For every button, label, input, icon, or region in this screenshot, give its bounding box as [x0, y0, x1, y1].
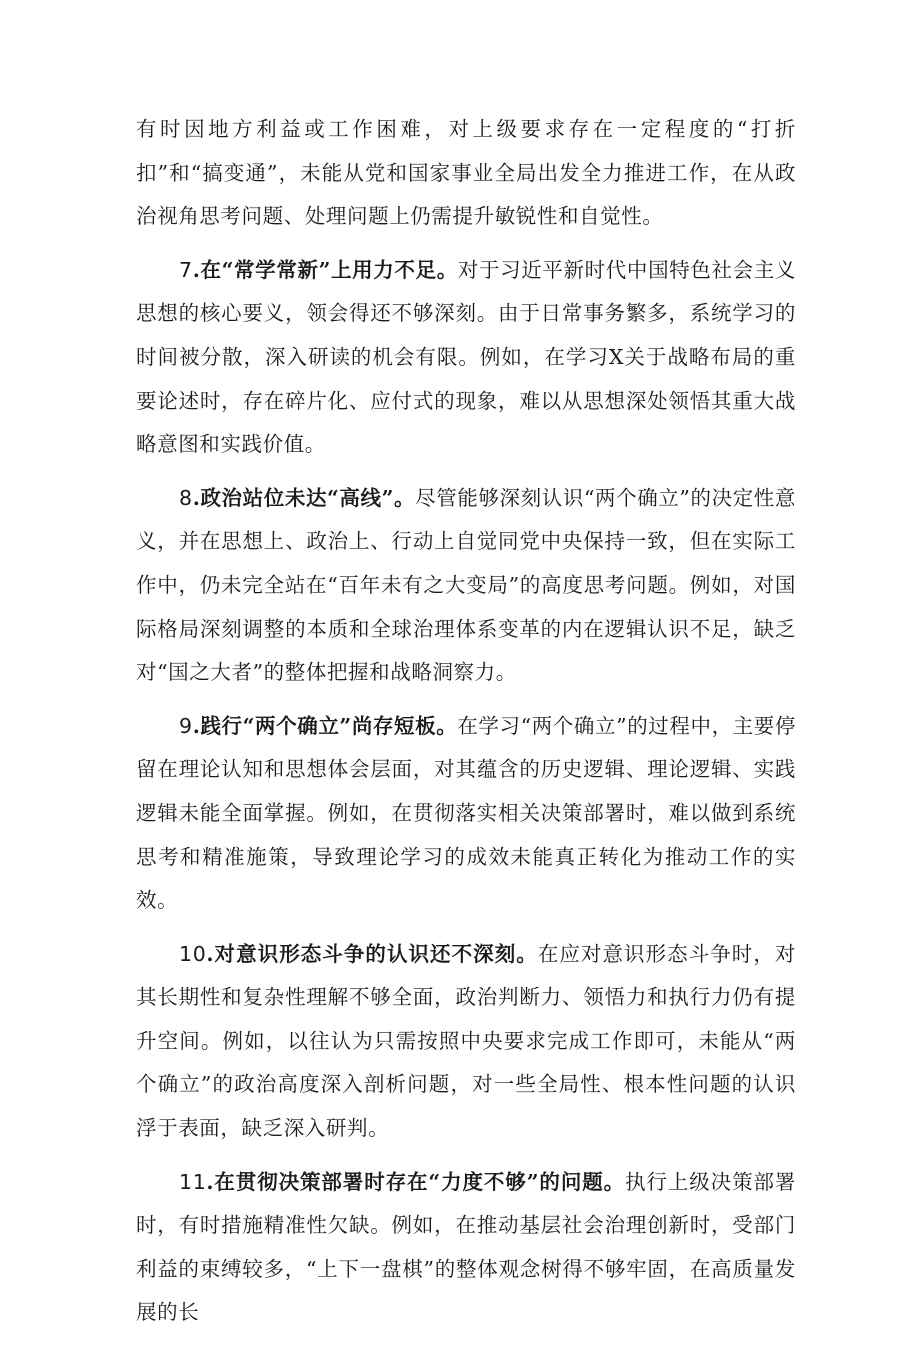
paragraph-body: 执行上级决策部署时，有时措施精准性欠缺。例如，在推动基层社会治理创新时，受部门利益的束缚较多，“上下一盘棋”的整体观念树得不够牢固，在高质量发展的长 [136, 1169, 796, 1325]
paragraph-body: 在学习“两个确立”的过程中，主要停留在理论认知和思想体会层面，对其蕴含的历史逻辑、理论逻辑、实践逻辑未能全面掌握。例如，在贯彻落实相关决策部署时，难以做到系统思考和精准施策，导致理论学习的成效未能真正转化为推动工作的实效。 [136, 713, 796, 913]
item-heading: .在贯彻决策部署时存在“力度不够”的问题。 [206, 1169, 626, 1194]
paragraph-item-11 [136, 1161, 796, 1335]
paragraph-body: 对于习近平新时代中国特色社会主义思想的核心要义，领会得还不够深刻。由于日常事务繁多，系统学习的时间被分散，深入研读的机会有限。例如，在学习X关于战略布局的重要论述时，存在碎片化、应付式的现象，难以从思想深处领悟其重大战略意图和实践价值。 [136, 257, 796, 457]
item-number: 9 [179, 713, 193, 738]
item-number: 7 [179, 257, 193, 282]
paragraph-item-10 [136, 933, 796, 1151]
item-heading: .政治站位未达“高线”。 [192, 485, 416, 510]
item-number: 10 [179, 941, 207, 966]
item-heading: .在“常学常新”上用力不足。 [192, 257, 458, 282]
item-number: 8 [179, 485, 193, 510]
item-number: 11 [179, 1169, 207, 1194]
paragraph-continuation [136, 108, 796, 239]
document-body [136, 108, 796, 1345]
paragraph-item-8 [136, 477, 796, 695]
item-heading: .践行“两个确立”尚存短板。 [192, 713, 458, 738]
paragraph-body: 尽管能够深刻认识“两个确立”的决定性意义，并在思想上、政治上、行动上自觉同党中央保持一致，但在实际工作中，仍未完全站在“百年未有之大变局”的高度思考问题。例如，对国际格局深刻调整的本质和全球治理体系变革的内在逻辑认识不足，缺乏对“国之大者”的整体把握和战略洞察力。 [136, 485, 797, 685]
paragraph-item-7 [136, 249, 796, 467]
paragraph-body: 在应对意识形态斗争时，对其长期性和复杂性理解不够全面，政治判断力、领悟力和执行力仍有提升空间。例如，以往认为只需按照中央要求完成工作即可，未能从“两个确立”的政治高度深入剖析问题，对一些全局性、根本性问题的认识浮于表面，缺乏深入研判。 [136, 941, 796, 1141]
paragraph-item-9 [136, 705, 796, 923]
paragraph-body: 有时因地方利益或工作困难，对上级要求存在一定程度的“打折扣”和“搞变通”，未能从党和国家事业全局出发全力推进工作，在从政治视角思考问题、处理问题上仍需提升敏锐性和自觉性。 [136, 117, 796, 229]
item-heading: .对意识形态斗争的认识还不深刻。 [206, 941, 538, 966]
